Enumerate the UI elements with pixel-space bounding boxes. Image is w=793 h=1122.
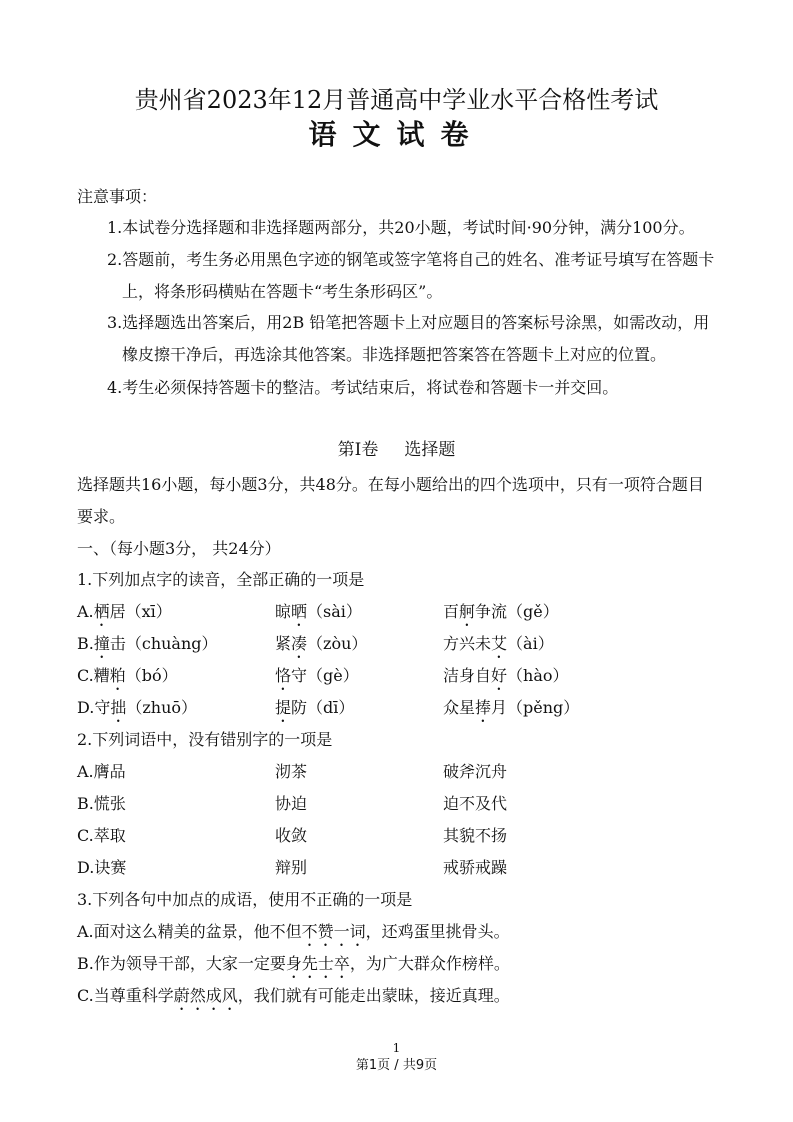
notice-item: 3.选择题选出答案后，用2B 铅笔把答题卡上对应题目的答案标号涂黑，如需改动，用	[107, 313, 710, 332]
notice-item: 4.考生必须保持答题卡的整洁。考试结束后，将试卷和答题卡一并交回。	[107, 378, 619, 397]
page-info: 第1页 / 共9页	[355, 1058, 438, 1073]
notice-item: 2.答题前，考生务必用黑色字迹的钢笔或签字笔将自己的姓名、准考证号填写在答题卡	[107, 250, 715, 269]
option-text: A.面对这么精美的盆景，他不但	[77, 922, 302, 941]
option-text: ，还鸡蛋里挑骨头。	[365, 922, 510, 941]
option-text: D.守	[77, 698, 111, 717]
q2-option-cell: 沏茶	[275, 762, 308, 781]
emphasized-text: 艾	[491, 634, 508, 653]
option-text: 洁身自	[443, 666, 492, 685]
question-2-stem: 2.下列词语中，没有错别字的一项是	[77, 730, 333, 749]
option-text: C.当尊重科学	[77, 986, 174, 1005]
option-text: B.	[77, 634, 94, 653]
q2-option-cell: 迫不及代	[443, 794, 508, 813]
q2-option-cell: C.萃取	[77, 826, 126, 845]
notice-item: 橡皮擦干净后，再选涂其他答案。非选择题把答案答在答题卡上对应的位置。	[122, 345, 667, 364]
notice-item: 上，将条形码横贴在答题卡“考生条形码区”。	[122, 282, 443, 301]
q2-option-cell: D.诀赛	[77, 858, 127, 877]
q1-option-cell	[275, 698, 354, 726]
emphasized-text: 蔚然成风	[173, 986, 238, 1005]
option-text: （bó）	[125, 666, 178, 685]
q2-option-cell: B.慌张	[77, 794, 126, 813]
option-text: 晾	[275, 602, 292, 621]
q3-option	[77, 954, 510, 982]
emphasized-text: 恪	[275, 666, 292, 685]
option-text: （sài）	[307, 602, 362, 621]
emphasized-text: 身先士卒	[285, 954, 350, 973]
q2-option-cell: 破斧沉舟	[443, 762, 508, 781]
section-label: 选择题	[404, 440, 456, 460]
option-text: 百	[443, 602, 460, 621]
q2-option-cell: 辩别	[275, 858, 308, 877]
q2-option-cell: 其貌不扬	[443, 826, 508, 845]
q2-option-cell: 协迫	[275, 794, 308, 813]
q1-option-cell	[443, 602, 559, 630]
exam-subject-title: 语文试卷	[308, 118, 485, 151]
q3-option	[77, 922, 510, 950]
q1-option-cell	[77, 698, 197, 726]
option-text: 争流（gě）	[475, 602, 559, 621]
emphasized-text: 晒	[291, 602, 308, 621]
option-text: ，我们就有可能走出蒙昧，接近真理。	[237, 986, 510, 1005]
q1-option-cell	[443, 634, 554, 662]
emphasized-text: 栖	[93, 602, 110, 621]
option-text: （hào）	[507, 666, 569, 685]
emphasized-text: 不赞一词	[301, 922, 366, 941]
part-heading: 一、（每小题3分， 共24分）	[77, 539, 281, 558]
q1-option-cell	[275, 602, 362, 630]
q1-option-cell	[77, 602, 172, 630]
q3-option	[77, 986, 510, 1014]
option-text: （zòu）	[307, 634, 368, 653]
q1-option-cell	[443, 698, 579, 726]
q1-option-cell	[77, 666, 178, 694]
option-text: 击（chuàng）	[109, 634, 218, 653]
option-text: 防（dī）	[291, 698, 355, 717]
q2-option-cell: 戒骄戒躁	[443, 858, 508, 877]
q1-option-cell	[77, 634, 218, 662]
notice-item: 1.本试卷分选择题和非选择题两部分，共20小题，考试时间·90分钟，满分100分。	[107, 218, 695, 237]
section-heading	[0, 440, 793, 460]
option-text: （zhuō）	[126, 698, 198, 717]
option-text: （ài）	[507, 634, 554, 653]
section-name: 第Ⅰ卷	[337, 440, 379, 460]
emphasized-text: 凑	[291, 634, 308, 653]
option-text: 守（gè）	[291, 666, 359, 685]
emphasized-text: 拙	[110, 698, 127, 717]
q1-option-cell	[275, 634, 367, 662]
question-1-stem: 1.下列加点字的读音，全部正确的一项是	[77, 570, 365, 589]
q1-option-cell	[443, 666, 569, 694]
section-intro: 要求。	[77, 507, 126, 526]
emphasized-text: 好	[491, 666, 508, 685]
option-text: ，为广大群众作榜样。	[349, 954, 510, 973]
emphasized-text: 捧	[475, 698, 492, 717]
option-text: B.作为领导干部，大家一定要	[77, 954, 286, 973]
option-text: 月（pěng）	[491, 698, 580, 717]
q1-option-cell	[275, 666, 359, 694]
emphasized-text: 提	[275, 698, 292, 717]
emphasized-text: 撞	[93, 634, 110, 653]
section-intro: 选择题共16小题，每小题3分，共48分。在每小题给出的四个选项中，只有一项符合题目	[77, 475, 704, 494]
q2-option-cell: 收敛	[275, 826, 308, 845]
q2-option-cell: A.膺品	[77, 762, 126, 781]
notice-heading: 注意事项：	[77, 187, 158, 206]
question-3-stem: 3.下列各句中加点的成语，使用不正确的一项是	[77, 890, 413, 909]
page-number: 1	[392, 1041, 401, 1055]
option-text: 紧	[275, 634, 292, 653]
option-text: 居（xī）	[109, 602, 172, 621]
option-text: 众星	[443, 698, 476, 717]
exam-title: 贵州省2023年12月普通高中学业水平合格性考试	[134, 86, 659, 114]
option-text: A.	[77, 602, 94, 621]
option-text: 方兴未	[443, 634, 492, 653]
emphasized-text: 粕	[109, 666, 126, 685]
emphasized-text: 舸	[459, 602, 476, 621]
option-text: C.糟	[77, 666, 110, 685]
